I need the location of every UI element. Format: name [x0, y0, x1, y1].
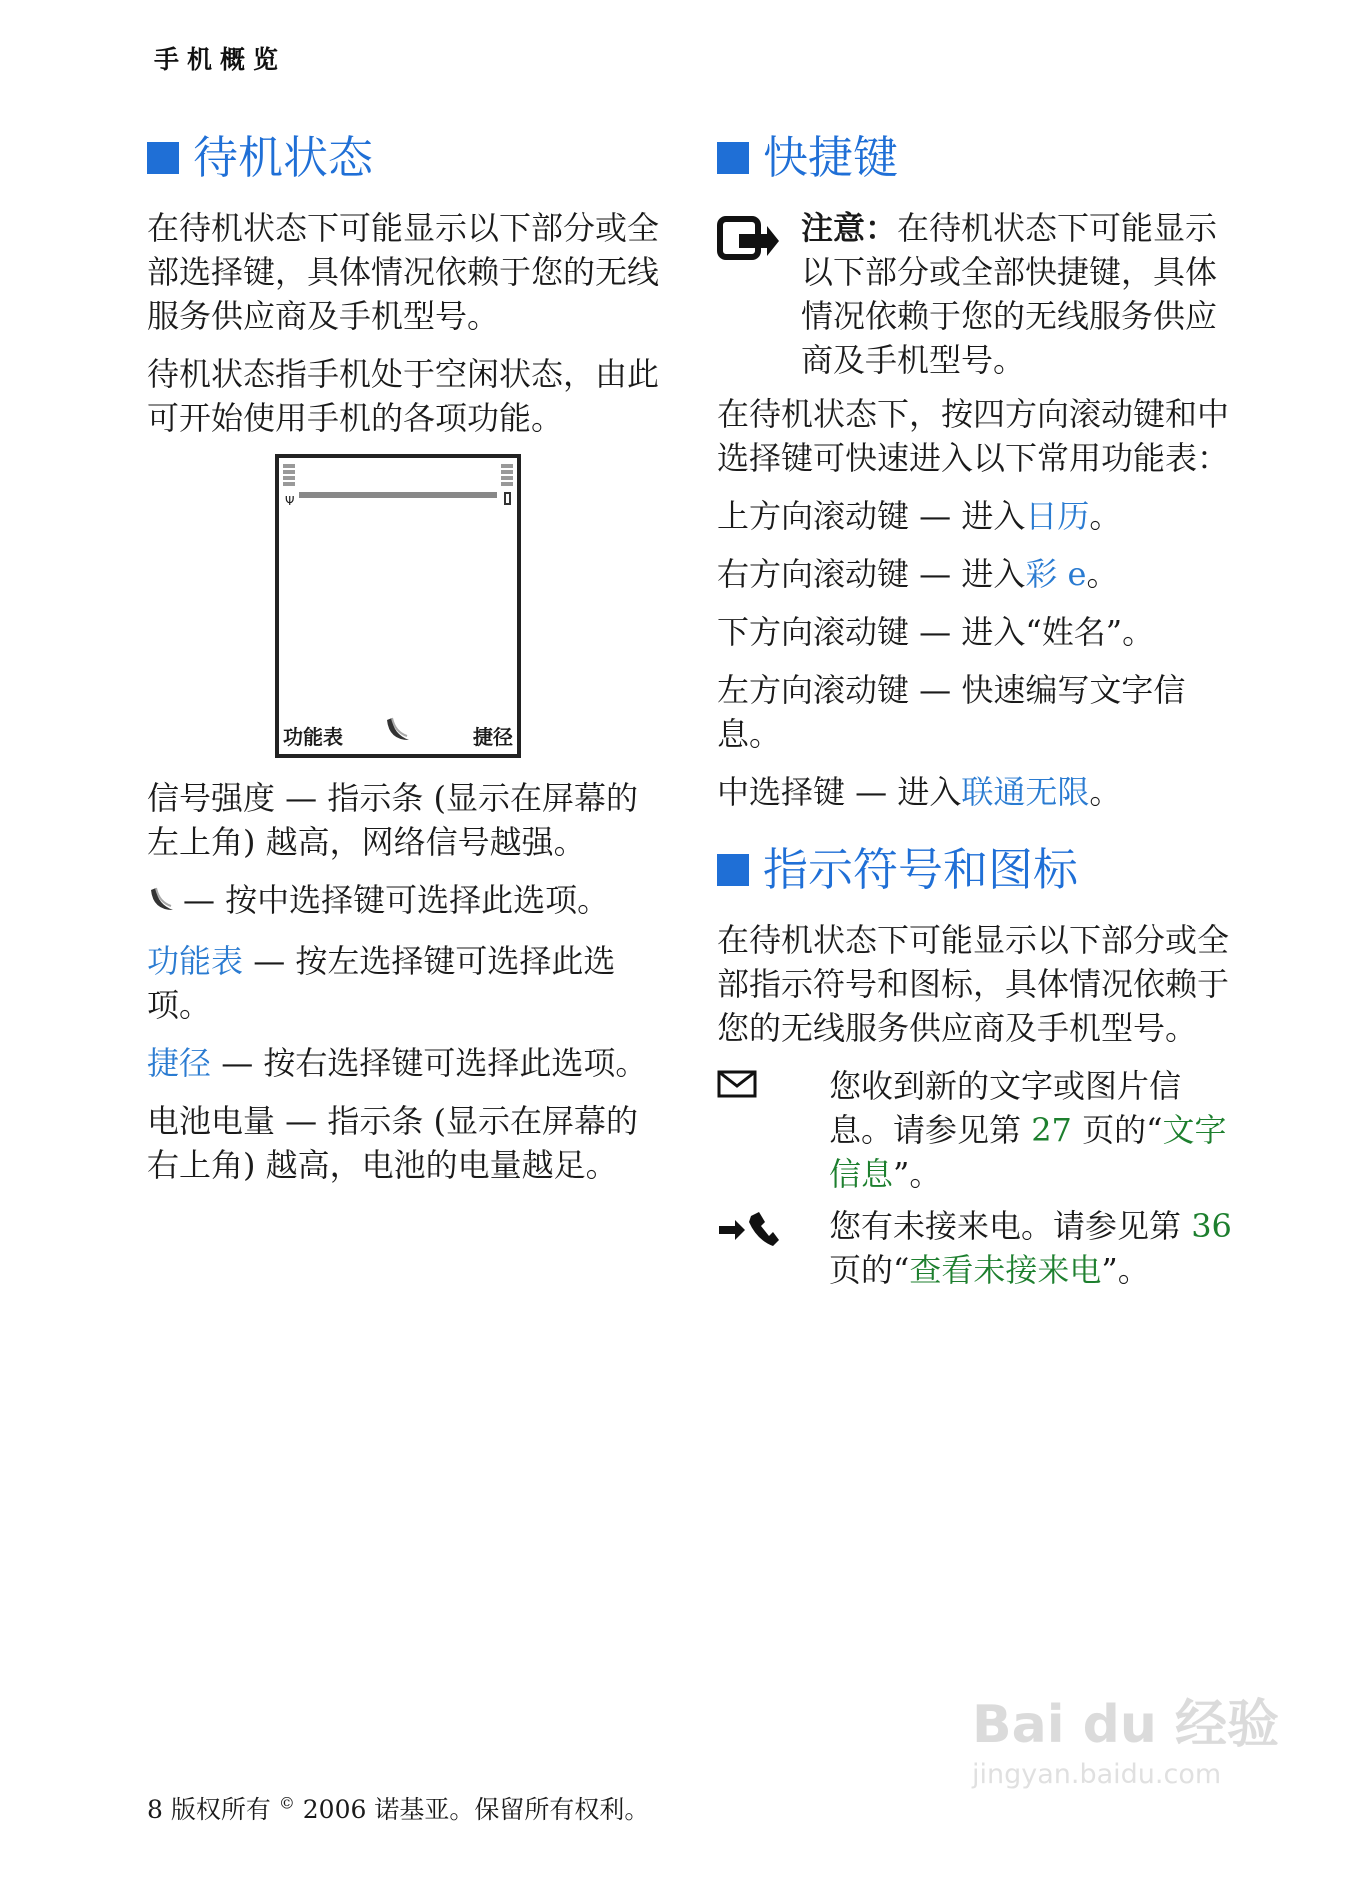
color-e-link[interactable]: 彩 e	[1025, 555, 1087, 593]
left-column	[147, 128, 667, 1201]
paragraph-shortcut	[147, 1041, 667, 1085]
shortcut-right: 右方向滚动键 — 进入彩 e。	[717, 555, 1119, 593]
heading-bullet-icon	[147, 142, 179, 174]
note-block	[717, 206, 1237, 382]
heading-text: 快捷键	[763, 131, 899, 184]
paragraph: 在待机状态下可能显示以下部分或全部选择键，具体情况依赖于您的无线服务供应商及手机型号。	[147, 209, 660, 335]
heading-bullet-icon	[717, 142, 749, 174]
antenna-icon: Ψ	[285, 494, 295, 508]
phone-screen-illustration	[275, 454, 521, 758]
battery-icon	[504, 492, 511, 505]
page-number: 8	[147, 1795, 163, 1824]
paragraph: 在待机状态下，按四方向滚动键和中选择键可快速进入以下常用功能表：	[717, 395, 1230, 477]
baidu-watermark	[972, 1682, 1279, 1790]
watermark-logo: Bai du 经验	[972, 1695, 1279, 1755]
shortcut-down: 下方向滚动键 — 进入“姓名”。	[717, 613, 1155, 651]
paragraph-menu	[147, 939, 667, 1027]
paragraph-battery: 电池电量 — 指示条 (显示在屏幕的右上角) 越高，电池的电量越足。	[147, 1101, 639, 1184]
center-key-icon	[147, 881, 177, 925]
paragraph-center-key	[147, 878, 667, 925]
missed-call-icon	[717, 1204, 829, 1292]
soft-key-right: 捷径	[473, 725, 513, 749]
section-heading-standby	[147, 128, 667, 188]
status-bar	[299, 492, 497, 498]
menu-desc: — 按左选择键可选择此选项。	[147, 941, 616, 1024]
text-message-link[interactable]: 文字信息	[829, 1111, 1227, 1193]
right-column	[717, 128, 1237, 1300]
running-header: 手机概览	[154, 45, 287, 74]
copyright-symbol: ©	[278, 1793, 295, 1813]
soft-key-left: 功能表	[283, 725, 343, 749]
note-icon	[717, 206, 801, 382]
indicator-message: 您收到新的文字或图片信息。请参见第 27 页的“文字信息”。	[717, 1064, 1237, 1196]
heading-text: 待机状态	[193, 131, 374, 184]
heading-bullet-icon	[717, 854, 749, 886]
paragraph-signal: 信号强度 — 指示条 (显示在屏幕的左上角) 越高，网络信号越强。	[147, 779, 639, 861]
section-heading-shortcuts	[717, 128, 1237, 188]
unicom-link[interactable]: 联通无限	[961, 773, 1090, 811]
page-ref[interactable]: 27	[1031, 1111, 1072, 1149]
heading-text: 指示符号和图标	[763, 843, 1079, 896]
paragraph: 待机状态指手机处于空闲状态，由此可开始使用手机的各项功能。	[147, 355, 660, 437]
signal-bars-icon	[283, 464, 295, 488]
menu-link[interactable]: 功能表	[147, 941, 244, 980]
shortcut-center: 中选择键 — 进入联通无限。	[717, 773, 1122, 811]
page-footer: 8 版权所有 © 2006 诺基亚。保留所有权利。	[147, 1793, 650, 1824]
indicator-missed-call: 您有未接来电。请参见第 36 页的“查看未接来电”。	[717, 1204, 1237, 1292]
watermark-url: jingyan.baidu.com	[972, 1759, 1222, 1790]
center-key-desc: — 按中选择键可选择此选项。	[183, 881, 610, 919]
note-label: 注意：	[801, 209, 898, 247]
missed-calls-link[interactable]: 查看未接来电	[909, 1251, 1102, 1289]
envelope-icon	[717, 1064, 829, 1196]
note-text: 注意：在待机状态下可能显示以下部分或全部快捷键，具体情况依赖于您的无线服务供应商及手机型号。	[801, 209, 1218, 379]
center-key-icon	[383, 714, 413, 748]
shortcut-link[interactable]: 捷径	[147, 1043, 212, 1082]
shortcut-desc: — 按右选择键可选择此选项。	[211, 1043, 648, 1082]
page-ref[interactable]: 36	[1191, 1207, 1232, 1245]
shortcut-left: 左方向滚动键 — 快速编写文字信息。	[717, 671, 1186, 753]
calendar-link[interactable]: 日历	[1025, 497, 1090, 535]
battery-bars-icon	[501, 464, 513, 488]
section-heading-indicators	[717, 840, 1237, 900]
shortcut-up: 上方向滚动键 — 进入日历。	[717, 497, 1122, 535]
paragraph: 在待机状态下可能显示以下部分或全部指示符号和图标，具体情况依赖于您的无线服务供应商及手机型号。	[717, 921, 1230, 1047]
